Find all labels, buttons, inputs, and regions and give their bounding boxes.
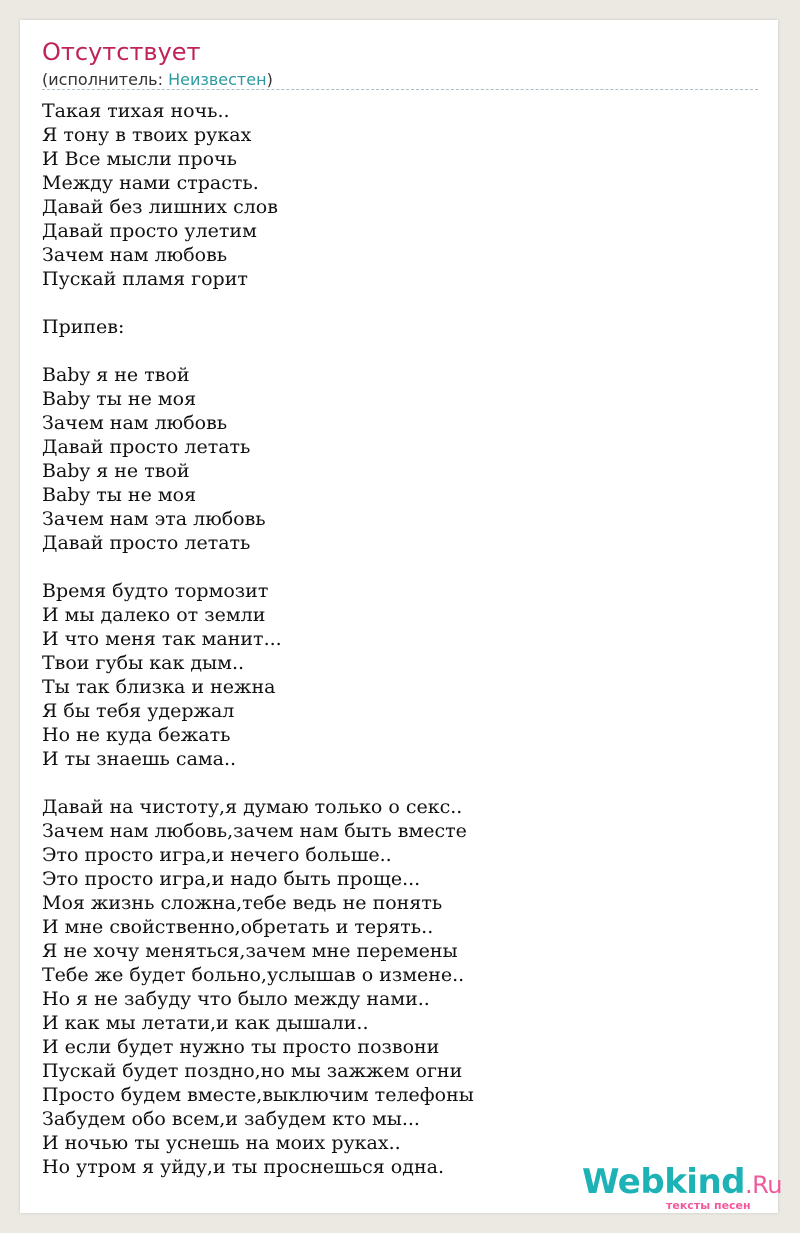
brand-suffix: .Ru [745, 1171, 782, 1199]
lyric-line: Время будто тормозит [42, 580, 269, 602]
lyric-line: Это просто игра,и нечего больше.. [42, 844, 392, 866]
title-divider [42, 89, 758, 90]
lyric-line: Baby ты не моя [42, 484, 197, 506]
lyric-line: Зачем нам любовь,зачем нам быть вместе [42, 820, 467, 842]
lyric-line: И мы далеко от земли [42, 604, 266, 626]
lyric-line [42, 771, 762, 795]
lyric-line: И ты знаешь сама.. [42, 748, 237, 770]
lyric-line: Припев: [42, 316, 125, 338]
lyric-line: Но утром я уйду,и ты проснешься одна. [42, 1156, 444, 1178]
lyric-line: Твои губы как дым.. [42, 652, 245, 674]
lyric-line: Baby я не твой [42, 460, 190, 482]
lyric-line: Давай просто улетим [42, 220, 257, 242]
lyrics-card [20, 20, 782, 1213]
artist-line [42, 70, 273, 89]
lyric-line: Я не хочу меняться,зачем мне перемены [42, 940, 458, 962]
lyric-line: Я тону в твоих руках [42, 124, 252, 146]
song-title: Отсутствует [42, 38, 201, 66]
artist-prefix: (исполнитель: [42, 70, 169, 89]
lyric-line: Это просто игра,и надо быть проще... [42, 868, 421, 890]
artist-suffix: ) [266, 70, 273, 89]
lyric-line: Зачем нам любовь [42, 412, 228, 434]
lyric-line: Пускай будет поздно,но мы зажжем огни [42, 1060, 463, 1082]
brand-tagline: тексты песен [666, 1199, 751, 1212]
lyric-line: Ты так близка и нежна [42, 676, 276, 698]
brand-name-main: Webkind [582, 1162, 745, 1202]
lyric-line: Между нами страсть. [42, 172, 259, 194]
lyric-line: Давай просто летать [42, 532, 251, 554]
lyric-line: Но я не забуду что было между нами.. [42, 988, 430, 1010]
lyrics-text [42, 99, 762, 1179]
lyric-line [42, 339, 762, 363]
brand-name [582, 1162, 782, 1202]
artist-link[interactable]: Неизвестен [168, 70, 267, 89]
lyric-line: И что меня так манит... [42, 628, 282, 650]
lyric-line [42, 555, 762, 579]
lyric-line: Моя жизнь сложна,тебе ведь не понять [42, 892, 443, 914]
lyric-line: Такая тихая ночь.. [42, 100, 230, 122]
lyric-line: И ночью ты уснешь на моих руках.. [42, 1132, 401, 1154]
lyric-line: Пускай пламя горит [42, 268, 248, 290]
lyric-line: Давай на чистоту,я думаю только о секс.. [42, 796, 463, 818]
lyric-line: Но не куда бежать [42, 724, 231, 746]
lyric-line: И Все мысли прочь [42, 148, 237, 170]
lyric-line: Зачем нам любовь [42, 244, 228, 266]
lyric-line: Просто будем вместе,выключим телефоны [42, 1084, 474, 1106]
lyric-line: Давай просто летать [42, 436, 251, 458]
lyric-line: Тебе же будет больно,услышав о измене.. [42, 964, 465, 986]
lyric-line [42, 291, 762, 315]
lyric-line: Я бы тебя удержал [42, 700, 235, 722]
lyric-line: И если будет нужно ты просто позвони [42, 1036, 440, 1058]
lyric-line: Baby ты не моя [42, 388, 197, 410]
lyric-line: Давай без лишних слов [42, 196, 278, 218]
lyric-line: И мне свойственно,обретать и терять.. [42, 916, 434, 938]
lyric-line: И как мы летати,и как дышали.. [42, 1012, 369, 1034]
brand-logo[interactable] [582, 1162, 782, 1214]
lyric-line: Baby я не твой [42, 364, 190, 386]
lyric-line: Зачем нам эта любовь [42, 508, 266, 530]
lyric-line: Забудем обо всем,и забудем кто мы... [42, 1108, 420, 1130]
